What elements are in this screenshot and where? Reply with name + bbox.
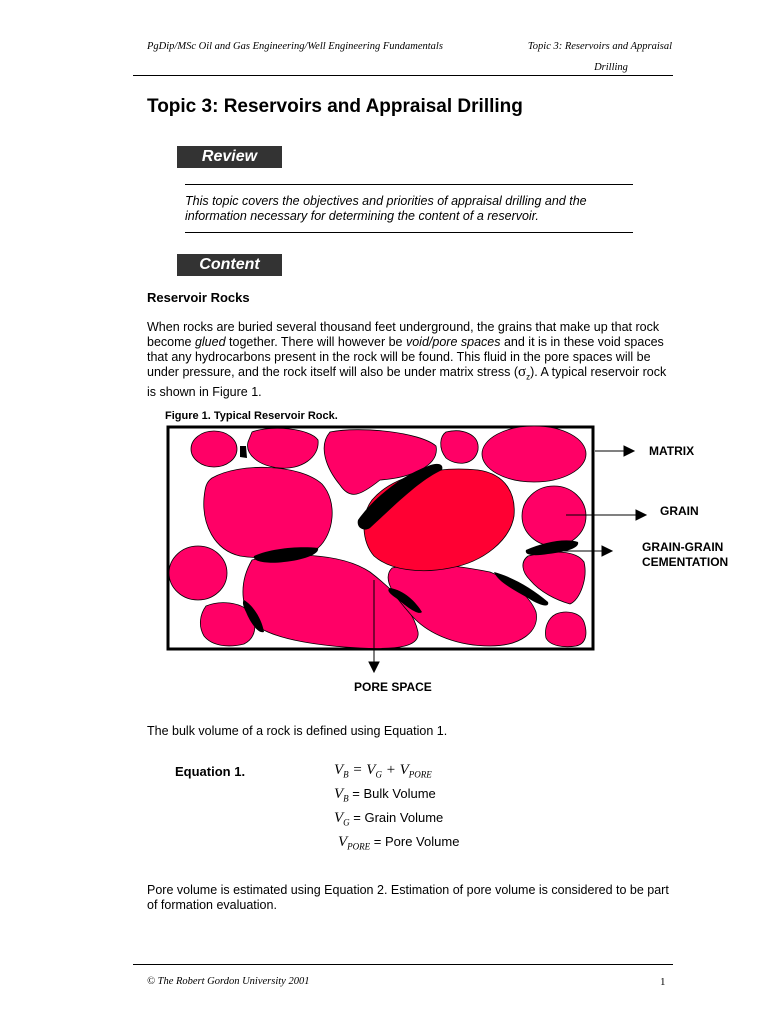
page-title: Topic 3: Reservoirs and Appraisal Drilling	[147, 96, 523, 117]
arrow-matrix	[624, 446, 634, 456]
def-vg: V	[334, 810, 344, 826]
grain-4	[441, 431, 478, 463]
eq-vp: V	[399, 762, 409, 778]
cement-1	[240, 446, 247, 458]
label-pore-space: PORE SPACE	[354, 680, 432, 694]
def-vg-text: = Grain Volume	[349, 810, 444, 825]
page-number: 1	[660, 976, 666, 988]
review-box	[185, 184, 633, 233]
equation-1	[334, 762, 432, 780]
grain-8	[169, 546, 227, 600]
para1-glued: glued	[194, 335, 226, 349]
equation-label: Equation 1.	[175, 764, 246, 779]
para1-part-d: ). A typical reservoir rock is shown in Figure 1.	[147, 365, 667, 399]
grain-13	[545, 612, 585, 647]
grain-1	[191, 431, 237, 467]
definition-bulk-volume	[334, 786, 436, 804]
def-vp-text: = Pore Volume	[370, 834, 460, 849]
definition-grain-volume	[334, 810, 443, 828]
review-badge: Review	[177, 146, 282, 168]
def-vp-sub: PORE	[347, 841, 371, 852]
running-header-topic	[510, 36, 672, 78]
eq-vb: V	[334, 762, 344, 778]
para1-part-c: and it is in these void spaces that any hydrocarbons present in the rock will be found. This fluid in the pore spaces will be under pressure, and the rock itself will also be under matrix stress (	[147, 335, 664, 379]
grain-7	[522, 486, 586, 546]
header-rule	[133, 75, 673, 76]
eq-equals: =	[348, 762, 367, 778]
figure-caption: Figure 1. Typical Reservoir Rock.	[165, 410, 338, 422]
eq-vg-sub: G	[375, 769, 382, 780]
arrow-pore-space	[369, 662, 379, 672]
sigma-symbol: σ	[518, 364, 527, 380]
paragraph-pore-volume: Pore volume is estimated using Equation 2. Estimation of pore volume is considered to be part of formation evaluation.	[147, 883, 669, 912]
footer-rule	[133, 964, 673, 965]
sigma-subscript: z	[526, 372, 531, 382]
definition-pore-volume	[338, 834, 459, 852]
paragraph-bulk-volume: The bulk volume of a rock is defined using Equation 1.	[147, 724, 448, 738]
label-cementation-line2: CEMENTATION	[642, 555, 729, 569]
eq-vp-sub: PORE	[408, 769, 432, 780]
def-vb-text: = Bulk Volume	[348, 786, 436, 801]
content-badge: Content	[177, 254, 282, 276]
section-heading-reservoir-rocks: Reservoir Rocks	[147, 290, 250, 305]
running-header-topic-line2: Drilling	[594, 62, 628, 73]
eq-vg: V	[366, 762, 376, 778]
para1-part-b: together. There will however be	[225, 335, 406, 349]
running-header-course: PgDip/MSc Oil and Gas Engineering/Well Engineering Fundamentals	[147, 41, 443, 52]
para1-part-a: When rocks are buried several thousand feet underground, the grains that make up that rock become	[147, 320, 660, 349]
eq-plus: +	[381, 762, 400, 778]
review-text: This topic covers the objectives and priorities of appraisal drilling and the information necessary for determining the content of a reservoir.	[185, 194, 587, 223]
para1-void: void/pore spaces	[405, 335, 501, 349]
paragraph-reservoir-rocks	[147, 320, 677, 400]
grain-5	[482, 426, 586, 482]
def-vb: V	[334, 786, 344, 802]
label-cementation	[642, 540, 728, 570]
footer-copyright: © The Robert Gordon University 2001	[147, 976, 310, 987]
arrow-cementation	[602, 546, 612, 556]
label-cementation-line1: GRAIN-GRAIN	[642, 540, 724, 554]
def-vg-sub: G	[343, 817, 350, 828]
label-grain: GRAIN	[660, 504, 699, 518]
arrow-grain	[636, 510, 646, 520]
def-vb-sub: B	[343, 793, 349, 804]
label-matrix: MATRIX	[649, 444, 695, 458]
eq-vb-sub: B	[343, 769, 349, 780]
grain-6	[204, 467, 332, 557]
def-vp: V	[338, 834, 348, 850]
running-header-topic-line1: Topic 3: Reservoirs and Appraisal	[527, 41, 672, 52]
